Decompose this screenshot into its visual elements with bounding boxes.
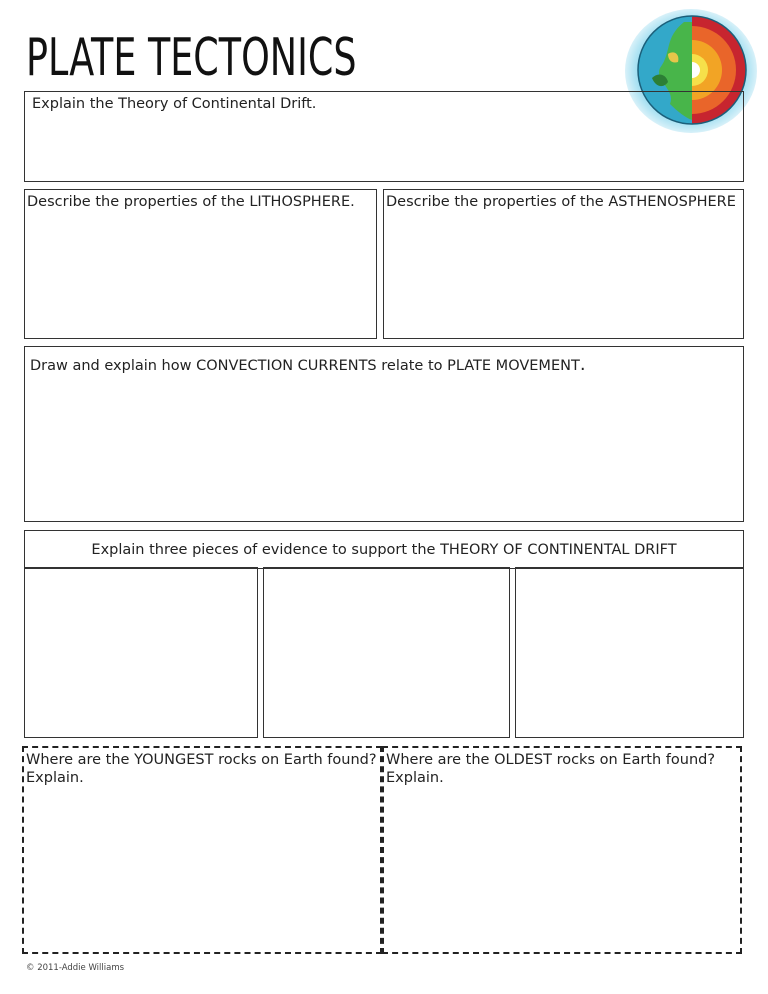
youngest-rocks-box[interactable] bbox=[22, 746, 382, 954]
page-title: PLATE TECTONICS bbox=[26, 28, 357, 88]
convection-prompt bbox=[30, 356, 586, 375]
evidence-box-3[interactable] bbox=[515, 567, 744, 738]
lithosphere-prompt: Describe the properties of the LITHOSPHERE. bbox=[27, 194, 355, 210]
oldest-rocks-box[interactable] bbox=[382, 746, 742, 954]
evidence-header bbox=[24, 530, 744, 569]
youngest-rocks-question: Where are the YOUNGEST rocks on Earth found? bbox=[26, 752, 377, 768]
evidence-box-1[interactable] bbox=[24, 567, 258, 738]
asthenosphere-prompt: Describe the properties of the ASTHENOSPHERE bbox=[386, 194, 736, 210]
continental-drift-prompt: Explain the Theory of Continental Drift. bbox=[32, 96, 317, 112]
youngest-rocks-prompt bbox=[26, 751, 377, 787]
evidence-box-2[interactable] bbox=[263, 567, 510, 738]
oldest-rocks-question: Where are the OLDEST rocks on Earth found? bbox=[386, 752, 716, 768]
asthenosphere-box[interactable] bbox=[383, 189, 744, 339]
lithosphere-box[interactable] bbox=[24, 189, 377, 339]
convection-box[interactable] bbox=[24, 346, 744, 522]
continental-drift-box[interactable] bbox=[24, 91, 744, 182]
copyright-footer: © 2011-Addie Williams bbox=[26, 963, 125, 973]
convection-prompt-text: Draw and explain how CONVECTION CURRENTS relate to PLATE MOVEMENT bbox=[30, 358, 580, 374]
oldest-rocks-prompt bbox=[386, 751, 715, 787]
convection-prompt-period: . bbox=[579, 354, 586, 375]
oldest-rocks-explain: Explain. bbox=[386, 770, 444, 786]
youngest-rocks-explain: Explain. bbox=[26, 770, 84, 786]
evidence-prompt: Explain three pieces of evidence to support the THEORY OF CONTINENTAL DRIFT bbox=[91, 542, 677, 558]
